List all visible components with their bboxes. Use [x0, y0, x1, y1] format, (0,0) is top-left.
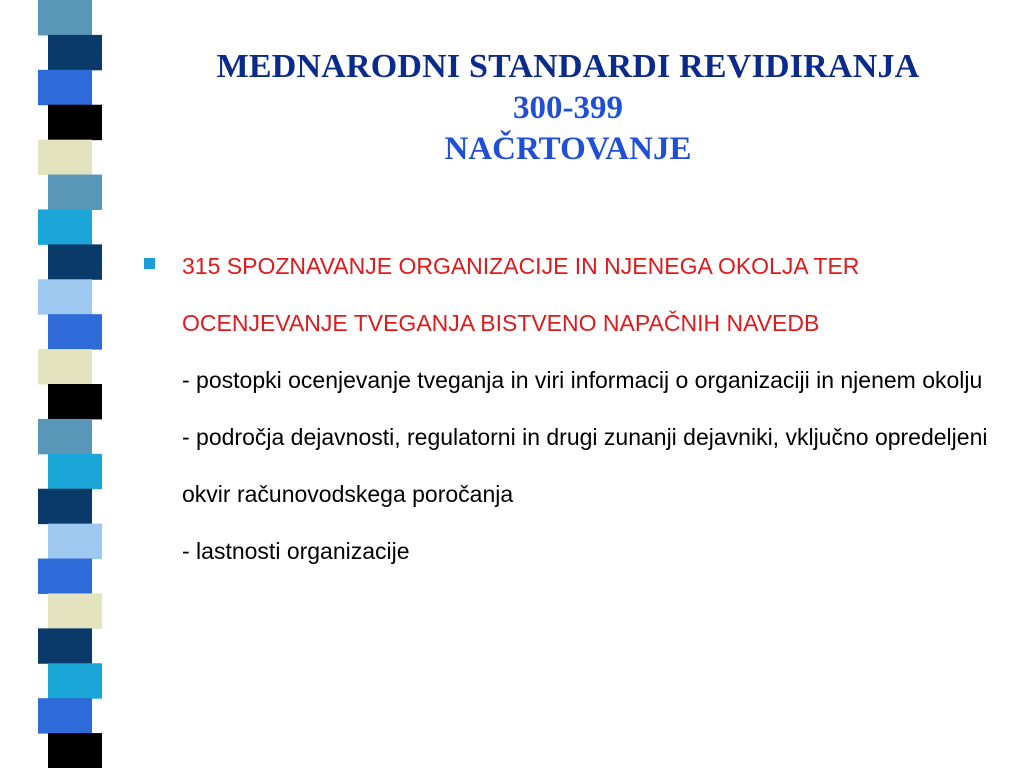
stripe-block	[48, 314, 102, 349]
decorative-stripe-column	[0, 0, 112, 768]
stripe-block	[38, 0, 92, 35]
title-line-planning: NAČRTOVANJE	[444, 131, 692, 168]
stripe-block	[38, 698, 92, 733]
stripe-block	[48, 733, 102, 768]
stripe-block	[38, 209, 92, 244]
stripe-block	[38, 559, 92, 594]
stripe-block	[48, 175, 102, 210]
title-line-range: 300-399	[513, 90, 623, 127]
bullet-item	[142, 238, 1002, 352]
stripe-block	[48, 593, 102, 628]
stripe-block	[48, 384, 102, 419]
stripe-block	[38, 140, 92, 175]
stripe-block	[38, 419, 92, 454]
stripe-block	[38, 349, 92, 384]
stripe-block	[48, 454, 102, 489]
slide-body	[142, 238, 1002, 580]
sub-item-organization-traits: - lastnosti organizacije	[182, 538, 410, 564]
sub-item-risk-procedures: - postopki ocenjevanje tveganja in viri informacij o organizaciji in njenem okolju	[182, 367, 983, 393]
square-bullet-icon	[144, 258, 155, 269]
stripe-pattern	[0, 0, 112, 768]
stripe-block	[38, 628, 92, 663]
stripe-block	[38, 70, 92, 105]
stripe-block	[38, 279, 92, 314]
slide-title	[150, 46, 986, 170]
stripe-block	[48, 244, 102, 279]
stripe-block	[48, 105, 102, 140]
title-line-standards: MEDNARODNI STANDARDI REVIDIRANJA	[216, 48, 920, 85]
stripe-block	[38, 489, 92, 524]
stripe-block	[48, 35, 102, 70]
stripe-block	[48, 524, 102, 559]
bullet-heading: 315 SPOZNAVANJE ORGANIZACIJE IN NJENEGA OKOLJA TER OCENJEVANJE TVEGANJA BISTVENO NAPAČNIH NAVEDB	[182, 253, 860, 336]
sub-item-business-areas: - področja dejavnosti, regulatorni in drugi zunanji dejavniki, vključno opredeljeni okvir računovodskega poročanja	[182, 424, 988, 507]
stripe-block	[48, 663, 102, 698]
